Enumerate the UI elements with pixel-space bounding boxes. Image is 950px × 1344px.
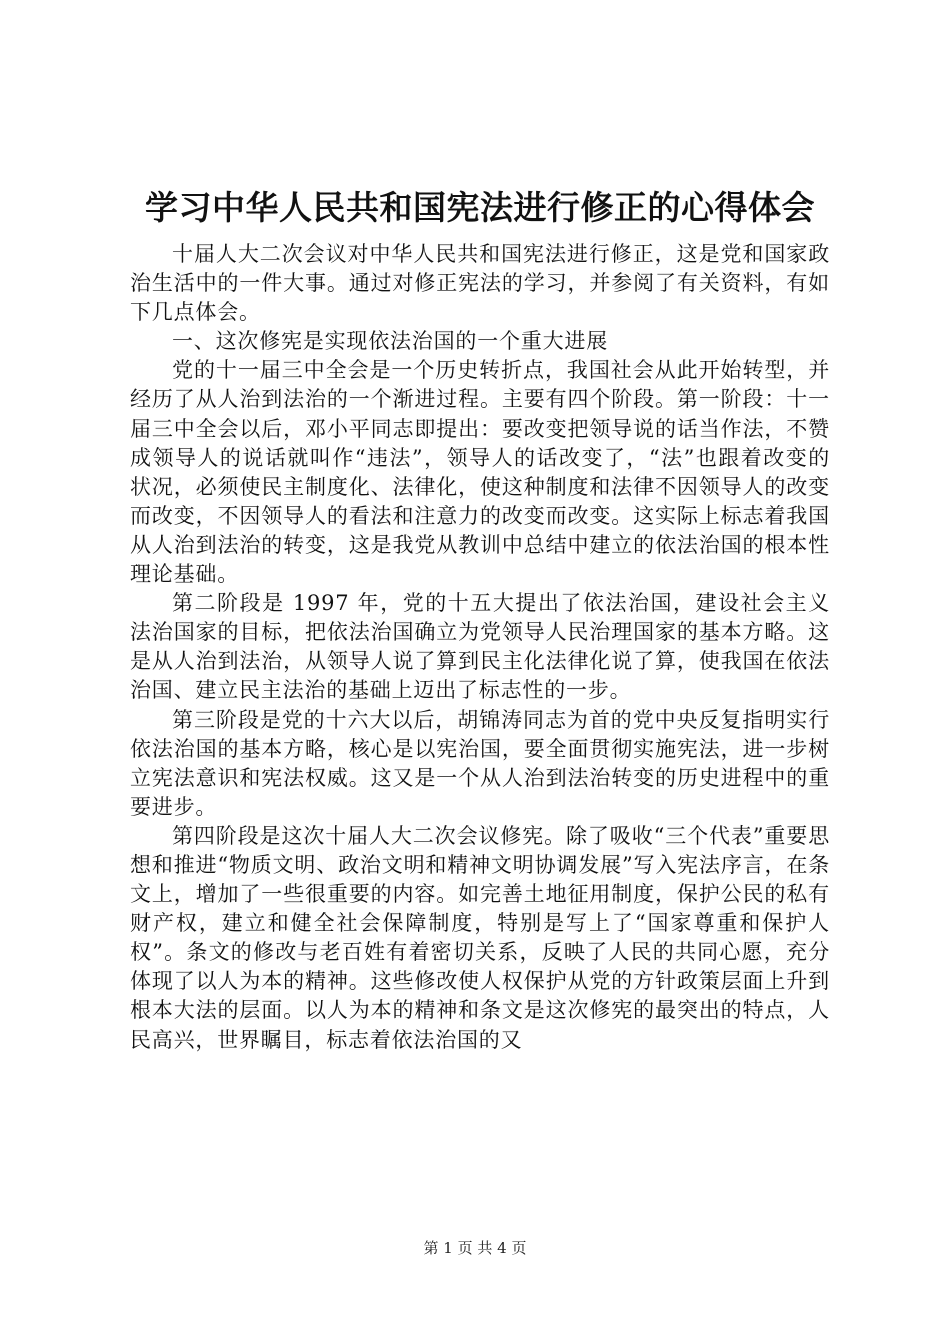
page-number-footer: 第 1 页 共 4 页: [423, 1239, 527, 1257]
paragraph-stage-three: 第三阶段是党的十六大以后，胡锦涛同志为首的党中央反复指明实行依法治国的基本方略，核心是以宪治国，要全面贯彻实施宪法，进一步树立宪法意识和宪法权威。这又是一个从人治到法治转变的历史进程中的重要进步。: [130, 707, 830, 819]
document-body: [130, 240, 830, 1055]
section-heading: 一、这次修宪是实现依法治国的一个重大进展: [172, 329, 608, 354]
document-title: 学习中华人民共和国宪法进行修正的心得体会: [145, 188, 815, 227]
paragraph-intro: 十届人大二次会议对中华人民共和国宪法进行修正，这是党和国家政治生活中的一件大事。通过对修正宪法的学习，并参阅了有关资料，有如下几点体会。: [130, 242, 830, 325]
paragraph-stage-four: 第四阶段是这次十届人大二次会议修宪。除了吸收“三个代表”重要思想和推进“物质文明、政治文明和精神文明协调发展”写入宪法序言，在条文上，增加了一些很重要的内容。如完善土地征用制度，保护公民的私有财产权，建立和健全社会保障制度，特别是写上了“国家尊重和保护人权”。条文的修改与老百姓有着密切关系，反映了人民的共同心愿，充分体现了以人为本的精神。这些修改使人权保护从党的方针政策层面上升到根本大法的层面。以人为本的精神和条文是这次修宪的最突出的特点，人民高兴，世界瞩目，标志着依法治国的又: [130, 823, 830, 1052]
paragraph-stage-one: 党的十一届三中全会是一个历史转折点，我国社会从此开始转型，并经历了从人治到法治的一个渐进过程。主要有四个阶段。第一阶段：十一届三中全会以后，邓小平同志即提出：要改变把领导说的话当作法，不赞成领导人的说话就叫作“违法”，领导人的话改变了，“法”也跟着改变的状况，必须使民主制度化、法律化，使这种制度和法律不因领导人的改变而改变，不因领导人的看法和注意力的改变而改变。这实际上标志着我国从人治到法治的转变，这是我党从教训中总结中建立的依法治国的根本性理论基础。: [130, 358, 830, 587]
paragraph-stage-two: 第二阶段是 1997 年，党的十五大提出了依法治国，建设社会主义法治国家的目标，把依法治国确立为党领导人民治理国家的基本方略。这是从人治到法治，从领导人说了算到民主化法律化说了算，使我国在依法治国、建立民主法治的基础上迈出了标志性的一步。: [130, 591, 830, 703]
